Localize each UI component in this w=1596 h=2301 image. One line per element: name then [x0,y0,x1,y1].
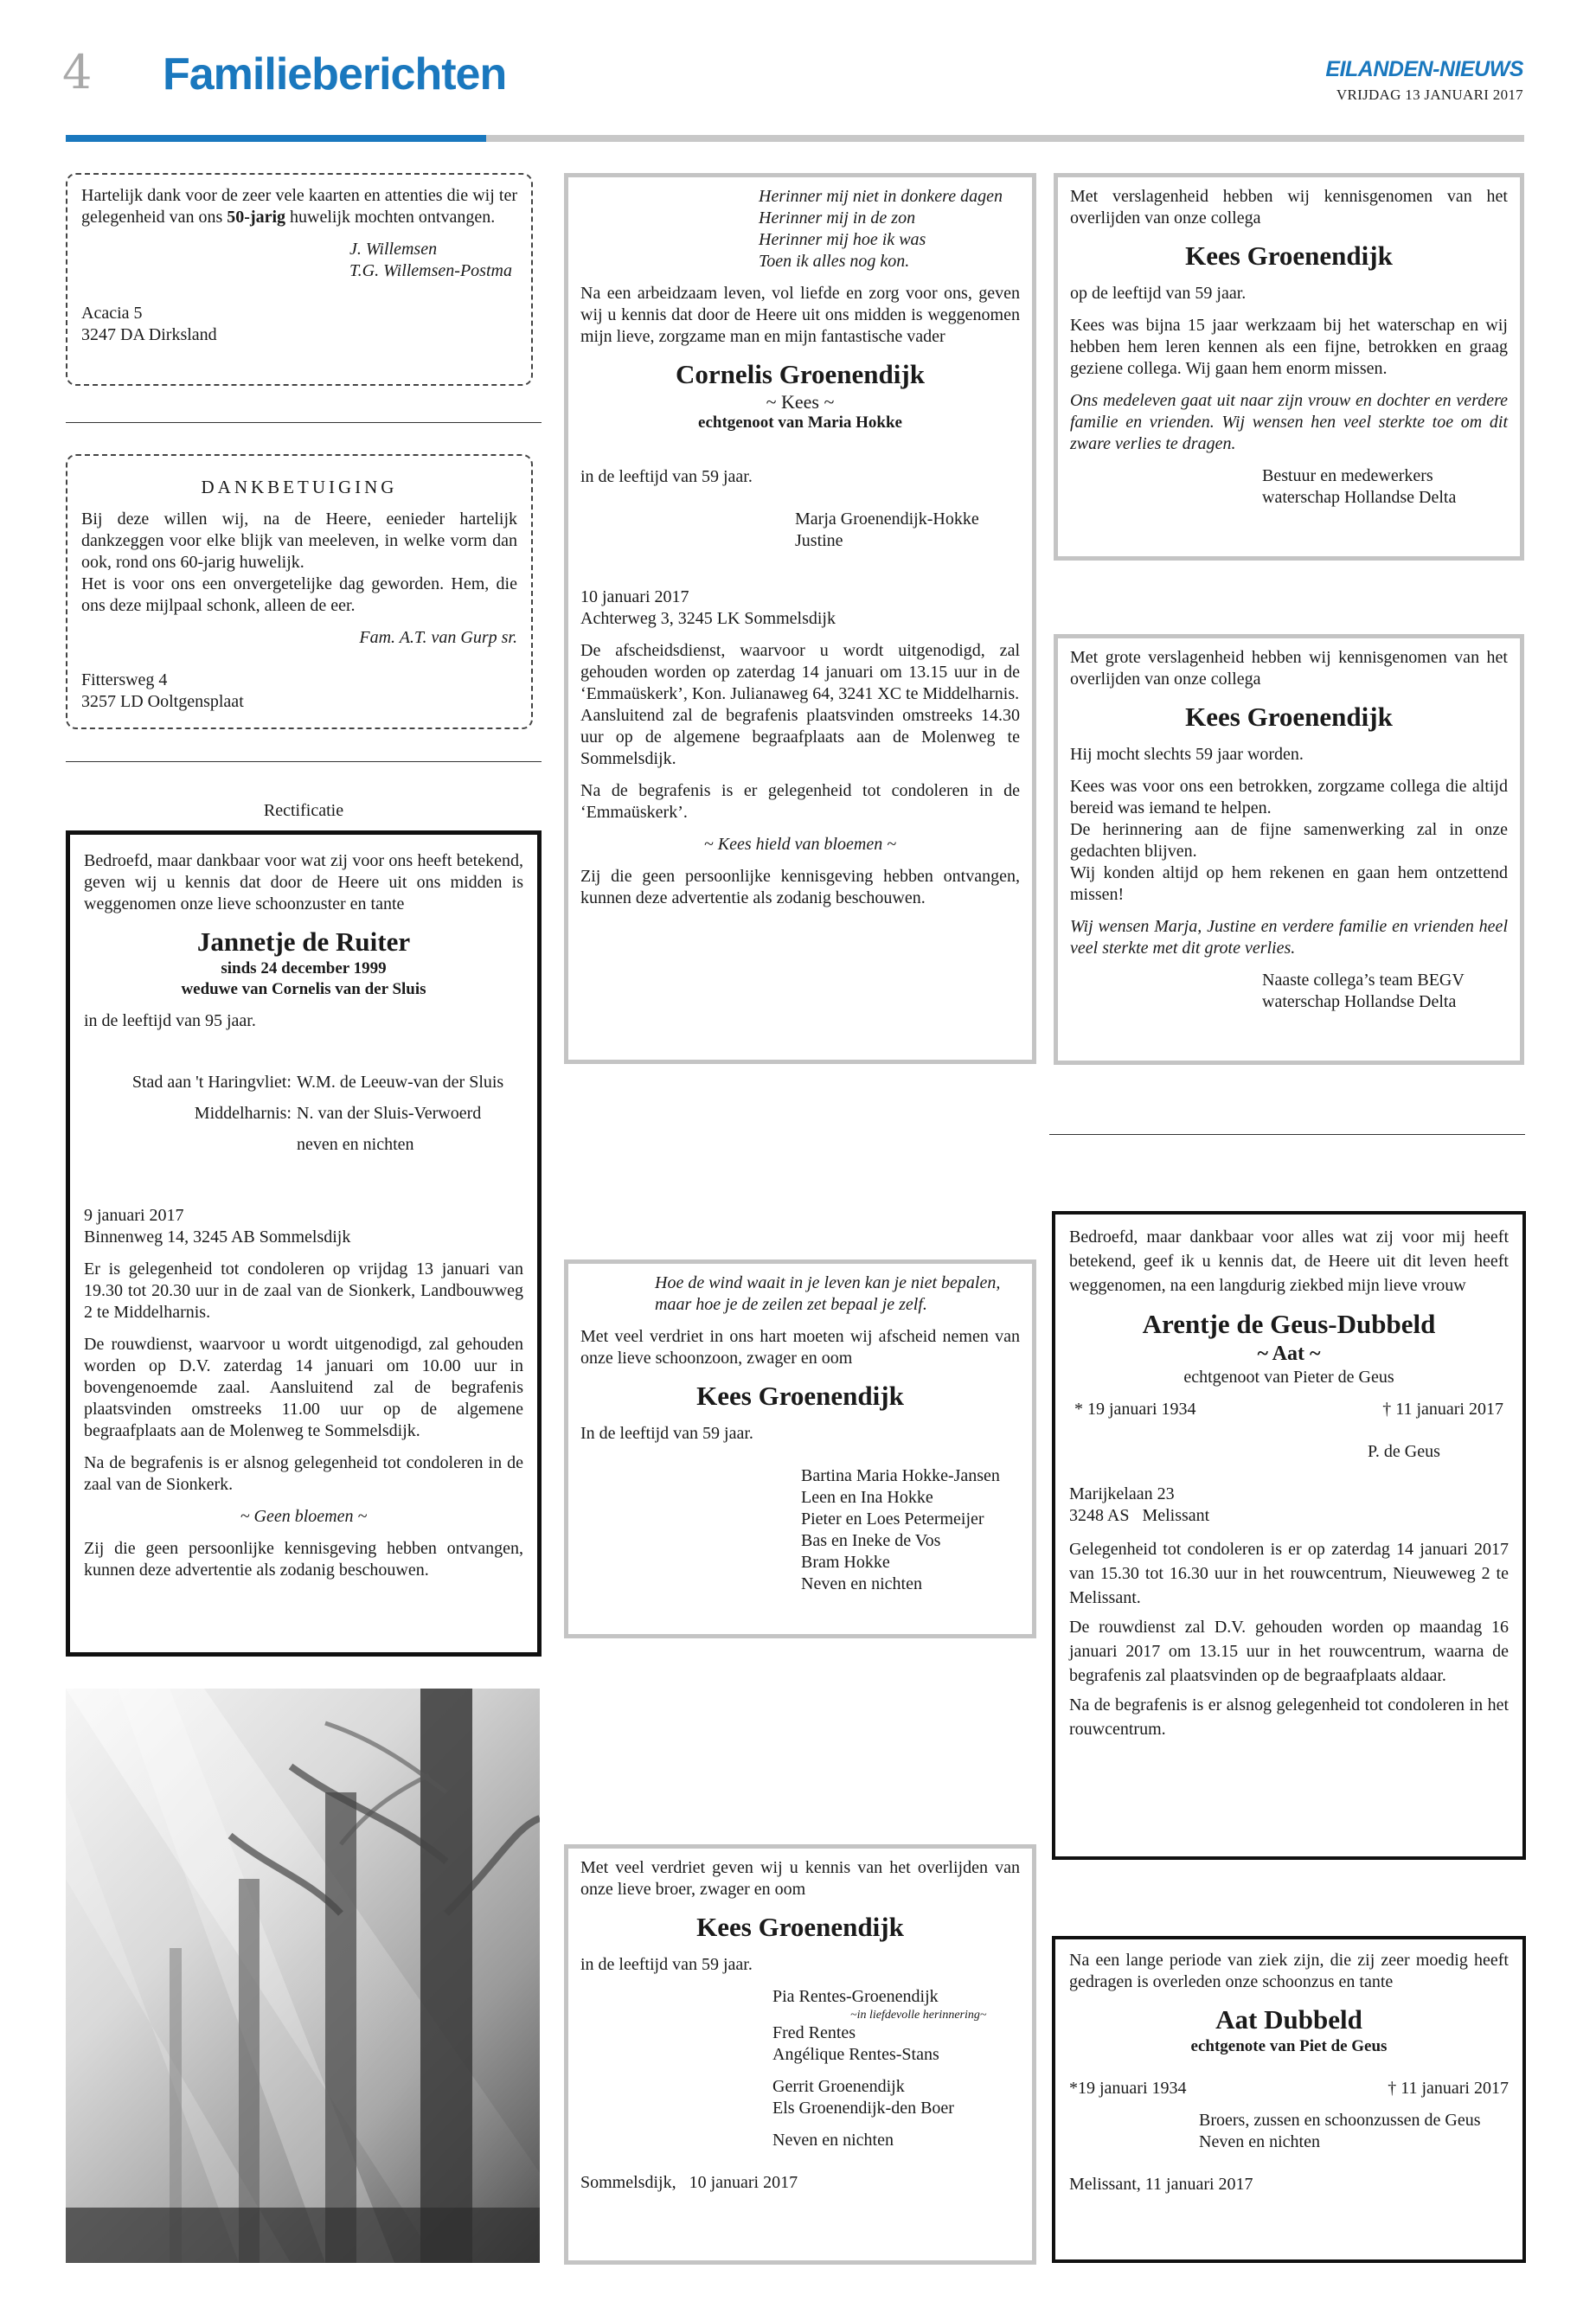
deceased-name: Kees Groenendijk [1185,240,1393,271]
ad-begv-collega [1054,634,1524,1065]
forest-photo-image [66,1689,540,2263]
begv-p3: Wij konden altijd op hem rekenen en gaan hem ontzettend missen! [1070,863,1508,904]
begv-p2: De herinnering aan de fijne samenwerking zal in onze gedachten blijven. [1070,820,1508,861]
signer: Neven en nichten [772,2131,894,2150]
issue-date: VRIJDAG 13 JANUARI 2017 [1336,87,1523,103]
ad-kees-groenendijk-siblings [564,1844,1036,2265]
birth-date: *19 januari 1934 [1069,2079,1187,2098]
rectificatie-flowers: ~ Geen bloemen ~ [240,1507,368,1526]
ad-dankbetuiging [66,454,533,729]
signer: Bram Hokke [801,1553,890,1572]
divider [1049,1134,1525,1135]
deceased-nickname: ~ Aat ~ [1257,1343,1321,1365]
deceased-name: Kees Groenendijk [1185,702,1393,732]
arentje-p1: Gelegenheid tot condoleren is er op zaterdag 14 januari 2017 van 15.30 tot 16.30 uur in het rouwcentrum, Nieuweweg 2 te Melissant. [1069,1540,1509,1607]
cornelis-date: 10 januari 2017 [580,587,689,606]
poem-line: Herinner mij in de zon [759,208,916,228]
arentje-p2: De rouwdienst zal D.V. gehouden worden op maandag 16 januari 2017 om 13.15 uur in het rouwcentrum, waarna de begrafenis zal plaatsvinden op de begraafplaats aldaar. [1069,1618,1509,1685]
deceased-name: Aat Dubbeld [1215,2004,1362,2035]
ad-willemsen-thanks [66,173,533,386]
header-grey-bar [486,135,1524,142]
wind-poem-1: Hoe de wind waait in je leven kan je niet bepalen, [655,1273,1001,1292]
rentes-intro: Met veel verdriet geven wij u kennis van het overlijden van onze lieve broer, zwager en oom [580,1858,1020,1899]
begv-age: Hij mocht slechts 59 jaar worden. [1070,745,1304,764]
waterschap-age: op de leeftijd van 59 jaar. [1070,284,1247,303]
rectificatie-sub-1: sinds 24 december 1999 [221,959,387,977]
rectificatie-closing: Zij die geen persoonlijke kennisgeving hebben ontvangen, kunnen deze advertentie als zodanig beschouwen. [84,1539,523,1580]
ad-kees-groenendijk-family [564,1259,1036,1638]
wind-age: In de leeftijd van 59 jaar. [580,1424,753,1443]
signer: Bas en Ineke de Vos [801,1531,941,1550]
rectificatie-sub-2: weduwe van Cornelis van der Sluis [181,980,426,998]
cornelis-p2: Aansluitend zal de begrafenis plaatsvinden omstreeks 14.30 uur op de algemene begraafplaats aan de Molenweg te Sommelsdijk. [580,706,1020,768]
begv-signer-2: waterschap Hollandse Delta [1262,992,1457,1011]
cornelis-p3: Na de begrafenis is er gelegenheid tot condoleren in de ‘Emmaüskerk’. [580,781,1020,822]
arentje-signer: P. de Geus [1368,1442,1440,1461]
rectificatie-p3: Na de begrafenis is er alsnog gelegenheid tot condoleren in de zaal van de Sionkerk. [84,1453,523,1494]
rentes-age: in de leeftijd van 59 jaar. [580,1955,753,1974]
divider [66,761,542,762]
dankbetuiging-signature: Fam. A.T. van Gurp sr. [359,628,517,647]
waterschap-signer-1: Bestuur en medewerkers [1262,466,1433,485]
willemsen-text: Hartelijk dank voor de zeer vele kaarten en attenties die wij ter gelegenheid van ons 50-jarig huwelijk mochten ontvangen. [81,186,517,227]
rectificatie-intro: Bedroefd, maar dankbaar voor wat zij voor ons heeft betekend, geven wij u kennis dat door de Heere uit ons midden is weggenomen onze lieve schoonzuster en tante [84,851,523,913]
aat-signer-1: Broers, zussen en schoonzussen de Geus [1199,2111,1481,2130]
wind-poem-2: maar hoe je de zeilen zet bepaal je zelf. [655,1295,927,1314]
dankbetuiging-address-1: Fittersweg 4 [81,670,168,689]
dankbetuiging-p1: Bij deze willen wij, na de Heere, eenieder hartelijk dankzeggen voor elke blijk van meeleven, in welke vorm dan ook, rond ons 60-jarig huwelijk. [81,510,517,572]
deceased-name: Kees Groenendijk [696,1381,904,1411]
arentje-intro: Bedroefd, maar dankbaar voor alles wat zij voor mij heeft betekend, geef ik u kennis dat, de Heere uit dit leven heeft weggenomen, na een langdurig ziekbed mijn lieve vrouw [1069,1227,1509,1295]
signer: Neven en nichten [801,1574,922,1593]
ad-jannetje-de-ruiter [66,830,542,1657]
poem-line: Herinner mij niet in donkere dagen [759,187,1003,206]
section-title: Familieberichten [163,49,507,99]
divider [66,422,542,423]
willemsen-signature-1: J. Willemsen [349,240,438,259]
signer: Els Groenendijk-den Boer [772,2099,954,2118]
arentje-spouse: echtgenoot van Pieter de Geus [1183,1368,1394,1387]
masthead-logo: EILANDEN-NIEUWS [1325,57,1523,81]
deceased-name: Cornelis Groenendijk [676,359,925,389]
ad-cornelis-groenendijk [564,173,1036,1064]
birth-date: * 19 januari 1934 [1074,1400,1196,1419]
signer-row: Stad aan 't Haringvliet: W.M. de Leeuw-van der Sluis [131,1073,504,1092]
waterschap-intro: Met verslagenheid hebben wij kennisgenomen van het overlijden van onze collega [1070,187,1508,228]
dankbetuiging-address-2: 3257 LD Ooltgensplaat [81,692,244,711]
ad-waterschap-collega [1054,173,1524,561]
aat-footer: Melissant, 11 januari 2017 [1069,2175,1253,2194]
ad-aat-dubbeld [1052,1936,1526,2263]
begv-p4: Wij wensen Marja, Justine en verdere familie en vrienden heel veel sterkte met dit grote verlies. [1070,917,1508,958]
arentje-address-1: Marijkelaan 23 [1069,1484,1175,1503]
poem-line: Herinner mij hoe ik was [759,230,926,249]
signer: Leen en Ina Hokke [801,1488,933,1507]
signer: Pia Rentes-Groenendijk [772,1987,939,2006]
signer: Bartina Maria Hokke-Jansen [801,1466,1000,1485]
dankbetuiging-p2: Het is voor ons een onvergetelijke dag geworden. Hem, die ons deze mijlpaal schonk, alleen de eer. [81,574,517,615]
aat-spouse: echtgenote van Piet de Geus [1190,2037,1388,2055]
rectificatie-address: Binnenweg 14, 3245 AB Sommelsdijk [84,1227,351,1247]
life-dates [1069,1399,1509,1420]
ad-arentje-de-geus-dubbeld [1052,1211,1526,1860]
cornelis-spouse: echtgenoot van Maria Hokke [698,413,902,432]
begv-p1: Kees was voor ons een betrokken, zorgzame collega die altijd bereid was iemand te helpen. [1070,777,1508,817]
signer: Angélique Rentes-Stans [772,2045,939,2064]
cornelis-intro: Na een arbeidzaam leven, vol liefde en zorg voor ons, geven wij u kennis dat door de Heere uit ons midden is weggenomen mijn lieve, zorgzame man en mijn fantastische vader [580,284,1020,346]
cornelis-signer-1: Marja Groenendijk-Hokke [795,510,979,529]
poem-line: Toen ik alles nog kon. [759,252,910,271]
death-date: † 11 januari 2017 [1382,1400,1503,1419]
rentes-footer: Sommelsdijk, 10 januari 2017 [580,2173,798,2192]
cornelis-signer-2: Justine [795,531,843,550]
aat-intro: Na een lange periode van ziek zijn, die zij zeer moedig heeft gedragen is overleden onze schoonzus en tante [1069,1951,1509,1991]
deceased-name: Arentje de Geus-Dubbeld [1142,1309,1436,1339]
deceased-nickname: ~ Kees ~ [766,391,835,413]
waterschap-p2: Ons medeleven gaat uit naar zijn vrouw en dochter en verdere familie en vrienden. Wij wensen hen veel sterkte toe om dit zware verlies te dragen. [1070,391,1508,453]
willemsen-signature-2: T.G. Willemsen-Postma [349,261,512,280]
willemsen-address-1: Acacia 5 [81,304,143,323]
cornelis-closing: Zij die geen persoonlijke kennisgeving hebben ontvangen, kunnen deze advertentie als zodanig beschouwen. [580,867,1020,907]
signer-row: Middelharnis: N. van der Sluis-Verwoerd [194,1104,482,1123]
signer: Fred Rentes [772,2023,856,2042]
rectificatie-age: in de leeftijd van 95 jaar. [84,1011,256,1030]
signer: Gerrit Groenendijk [772,2077,905,2096]
page-number: 4 [62,45,93,99]
arentje-address-2: 3248 AS Melissant [1069,1506,1210,1525]
cornelis-p1: De afscheidsdienst, waarvoor u wordt uitgenodigd, zal gehouden worden op zaterdag 14 januari om 13.15 uur in de ‘Emmaüskerk’, Kon. Julianaweg 64, 3241 XC te Middelharnis. [580,641,1020,703]
begv-intro: Met grote verslagenheid hebben wij kennisgenomen van het overlijden van onze collega [1070,648,1508,689]
cornelis-age: in de leeftijd van 59 jaar. [580,467,753,486]
signer: Pieter en Loes Petermeijer [801,1509,984,1529]
rectificatie-label: Rectificatie [263,801,344,820]
deceased-name: Kees Groenendijk [696,1912,904,1942]
signer-row: neven en nichten [297,1135,414,1154]
signer-note: ~in liefdevolle herinnering~ [850,2009,987,2022]
begv-signer-1: Naaste collega’s team BEGV [1262,971,1465,990]
cornelis-address: Achterweg 3, 3245 LK Sommelsdijk [580,609,836,628]
header-accent-bar [66,135,486,142]
willemsen-address-2: 3247 DA Dirksland [81,325,217,344]
waterschap-p1: Kees was bijna 15 jaar werkzaam bij het waterschap en wij hebben hem leren kennen als een fijne, betrokken en graag geziene collega. Wij gaan hem enorm missen. [1070,316,1508,378]
rectificatie-date: 9 januari 2017 [84,1206,184,1225]
cornelis-flowers: ~ Kees hield van bloemen ~ [703,835,897,854]
waterschap-signer-2: waterschap Hollandse Delta [1262,488,1457,507]
arentje-p3: Na de begrafenis is er alsnog gelegenheid tot condoleren in het rouwcentrum. [1069,1695,1509,1739]
wind-intro: Met veel verdriet in ons hart moeten wij afscheid nemen van onze lieve schoonzoon, zwager en oom [580,1327,1020,1368]
rectificatie-p2: De rouwdienst, waarvoor u wordt uitgenodigd, zal gehouden worden op D.V. zaterdag 14 januari om 10.00 uur in bovengenoemde zaal. Aansluitend zal de begrafenis plaatsvinden omstreeks 11.00 uur op de algemene begraafplaats aan de Molenweg te Sommelsdijk. [84,1335,523,1440]
forest-photo [66,1689,540,2263]
rectificatie-p1: Er is gelegenheid tot condoleren op vrijdag 13 januari van 19.30 tot 20.30 uur in de zaal van de Sionkerk, Landbouwweg 2 te Middelharnis. [84,1259,523,1322]
aat-signer-2: Neven en nichten [1199,2132,1320,2151]
dankbetuiging-heading: DANKBETUIGING [201,477,398,497]
deceased-name: Jannetje de Ruiter [196,926,411,957]
death-date: † 11 januari 2017 [1388,2079,1509,2098]
life-dates [1069,2078,1509,2099]
